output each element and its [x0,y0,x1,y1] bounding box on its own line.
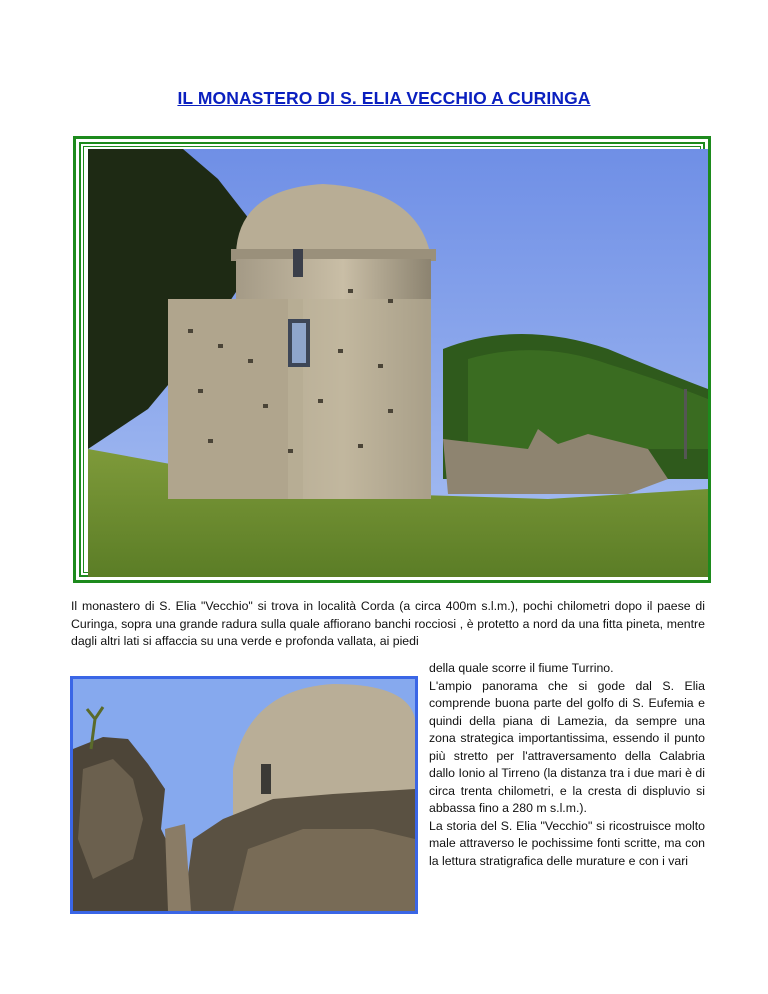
monastery-main-photo [88,149,708,577]
column-paragraph-1: della quale scorre il fiume Turrino. [429,661,614,675]
side-photo-frame [70,676,418,914]
column-paragraph-2: L'ampio panorama che si gode dal S. Elia comprende buona parte del golfo di S. Eufemia e quindi della piana di Lamezia, da sempre una zona strategica importantissima, essendo il punto più stretto per l'attraversamento della Calabria dallo Ionio al Tirreno (la distanza tra i due mari è di circa trenta chilometri, e la cresta di displuvio si abbassa fino a 280 m s.l.m.). [429,678,705,815]
column-paragraph-3: La storia del S. Elia "Vecchio" si ricostruisce molto male attraverso le pochissime fonti scritte, ma con la lettura stratigrafica delle murature e con i vari [429,818,705,868]
monastery-detail-photo [73,679,415,911]
intro-paragraph: Il monastero di S. Elia "Vecchio" si trova in località Corda (a circa 400m s.l.m.), pochi chilometri dopo il paese di Curinga, sopra una grande radura sulla quale affiorano banchi rocciosi , è protetto a nord da una fitta pineta, mentre dagli altri lati si affaccia su una verde e profonda vallata, ai piedi [71,599,705,648]
page-title: IL MONASTERO DI S. ELIA VECCHIO A CURINGA [177,88,591,108]
main-photo-frame [73,136,711,583]
right-column-text [429,660,705,870]
